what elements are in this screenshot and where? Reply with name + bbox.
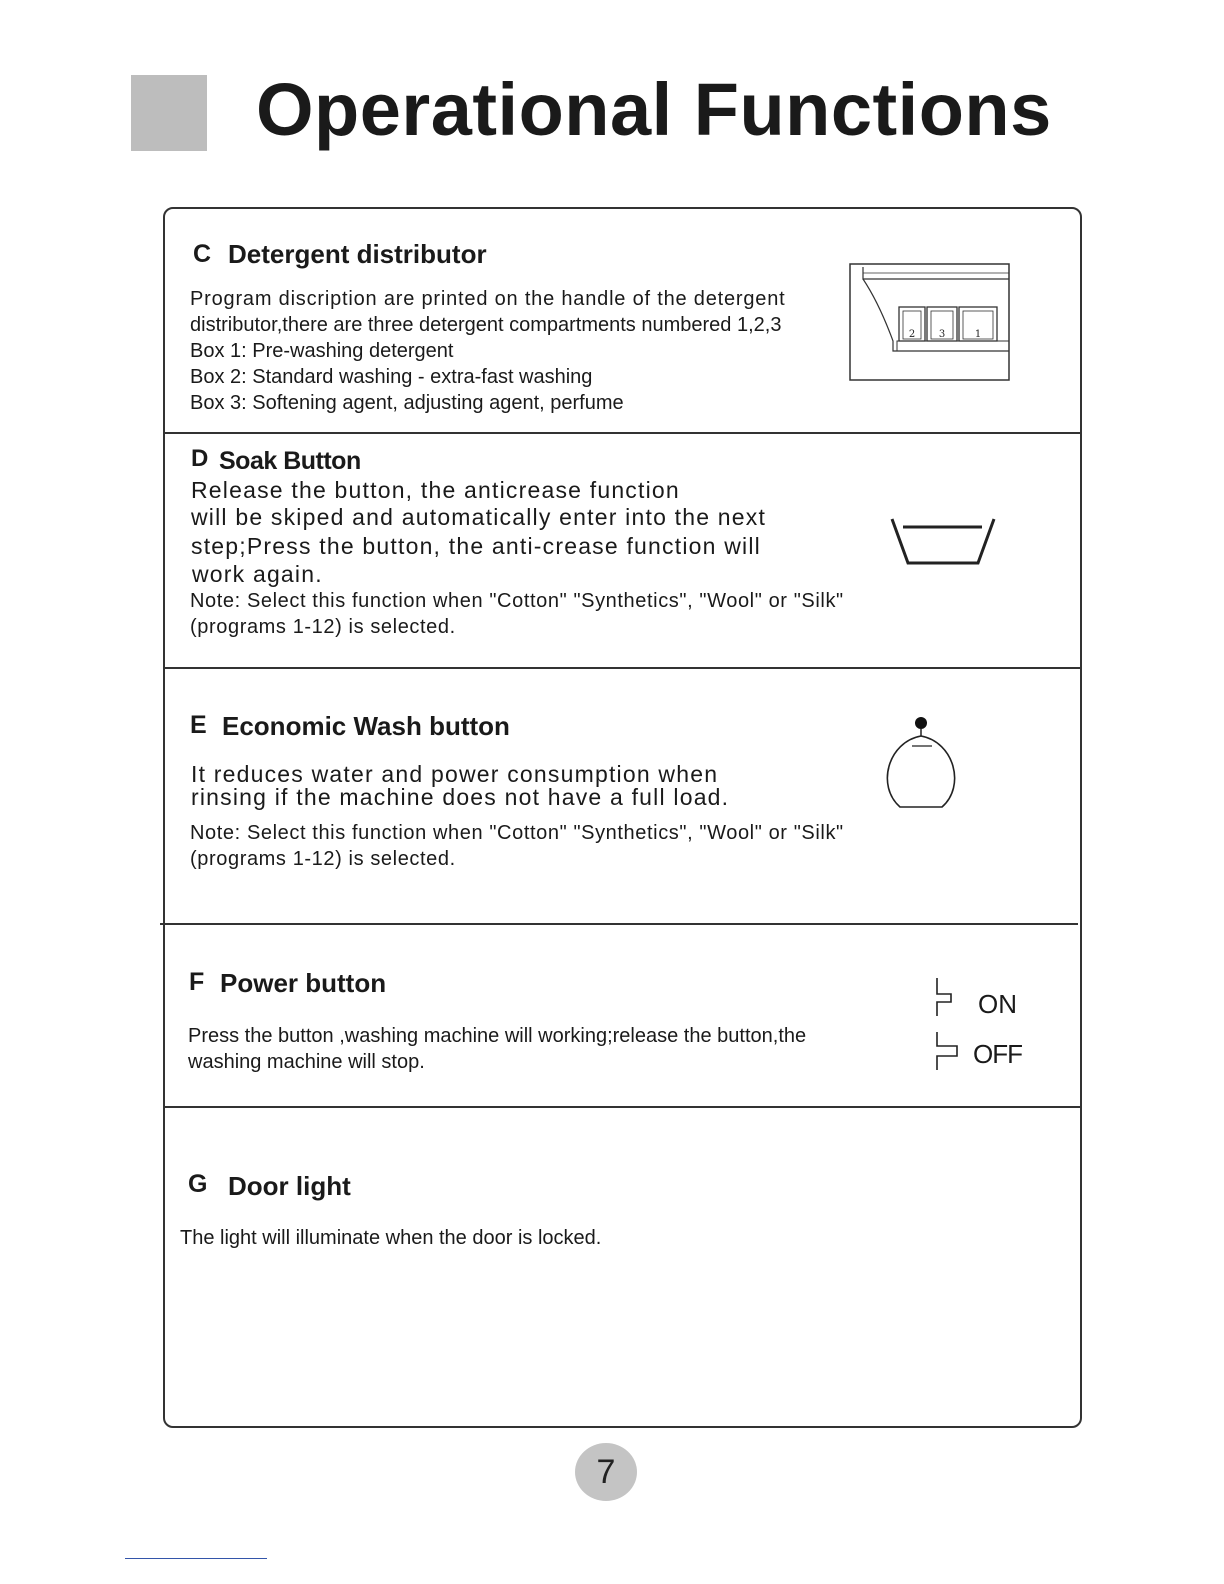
note-line: (programs 1-12) is selected. (190, 848, 456, 870)
section-letter: D (191, 445, 209, 472)
header-square-decoration (131, 75, 207, 151)
note-line: (programs 1-12) is selected. (190, 616, 456, 638)
bottom-rule (125, 1558, 267, 1559)
body-line: distributor,there are three detergent compartments numbered 1,2,3 (190, 314, 782, 336)
section-heading: Detergent distributor (228, 239, 487, 269)
section-heading: Door light (228, 1171, 351, 1201)
body-line: Press the button ,washing machine will working;release the button,the (188, 1025, 807, 1047)
body-line: It reduces water and power consumption when (191, 761, 719, 787)
section-heading: Soak Button (219, 447, 361, 475)
compartment-label: 1 (974, 329, 982, 340)
soak-tub-icon (888, 515, 1000, 567)
section-letter: C (193, 240, 212, 268)
divider-d-e (165, 667, 1082, 669)
section-heading: Economic Wash button (222, 711, 510, 741)
divider-c-d (165, 432, 1082, 434)
power-off-icon (932, 1030, 962, 1072)
body-line: Release the button, the anticrease function (191, 477, 680, 503)
body-line: step;Press the button, the anti-crease function will (191, 533, 761, 559)
section-letter: F (189, 968, 205, 996)
body-line: will be skiped and automatically enter into the next (191, 504, 767, 530)
section-letter: E (190, 711, 207, 739)
body-line: Box 1: Pre-washing detergent (190, 340, 454, 362)
body-line: work again. (192, 561, 323, 587)
compartment-label: 3 (938, 329, 946, 340)
body-line: The light will illuminate when the door is locked. (180, 1227, 602, 1249)
divider-e-f (160, 923, 1078, 925)
divider-f-g (165, 1106, 1082, 1108)
section-letter: G (188, 1170, 208, 1198)
on-label: ON (978, 989, 1017, 1019)
body-line: washing machine will stop. (188, 1051, 425, 1073)
note-line: Note: Select this function when "Cotton" "Synthetics", "Wool" or "Silk" (190, 590, 844, 612)
body-line: rinsing if the machine does not have a full load. (191, 784, 730, 810)
note-line: Note: Select this function when "Cotton" "Synthetics", "Wool" or "Silk" (190, 822, 844, 844)
off-label: OFF (973, 1039, 1022, 1069)
compartment-label: 2 (908, 329, 916, 340)
page-number: 7 (575, 1443, 637, 1501)
page-title: Operational Functions (256, 68, 1052, 151)
body-line: Box 3: Softening agent, adjusting agent, perfume (190, 392, 624, 414)
body-line: Program discription are printed on the handle of the detergent (190, 288, 786, 310)
body-line: Box 2: Standard washing - extra-fast washing (190, 366, 593, 388)
detergent-drawer-figure (849, 263, 1011, 382)
power-on-icon (932, 976, 954, 1018)
economic-wash-icon (884, 712, 964, 812)
section-heading: Power button (220, 968, 387, 998)
